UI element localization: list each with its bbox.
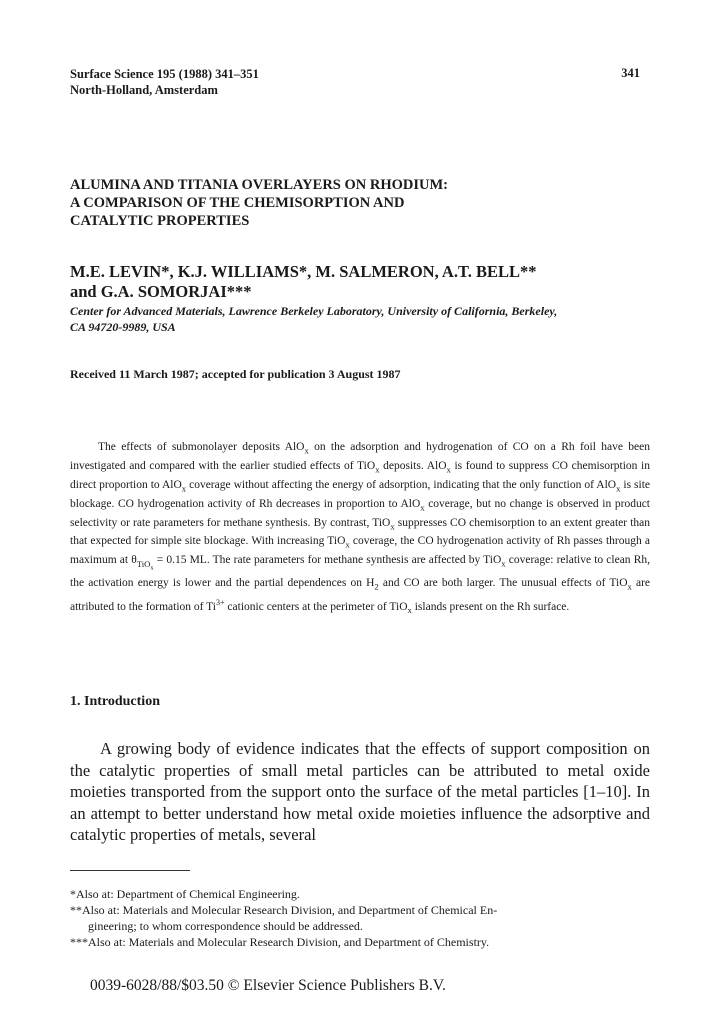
copyright-line: 0039-6028/88/$03.50 © Elsevier Science Publishers B.V.: [90, 977, 446, 994]
paper-title: [70, 176, 630, 230]
affiliation-line-2: CA 94720-9989, USA: [70, 320, 176, 334]
page-number: 341: [621, 66, 640, 80]
journal-line-1: Surface Science 195 (1988) 341–351: [70, 67, 259, 81]
received-dates: Received 11 March 1987; accepted for publication 3 August 1987: [70, 367, 401, 381]
affiliation-line-1: Center for Advanced Materials, Lawrence Berkeley Laboratory, University of California, Berkeley,: [70, 304, 558, 318]
footnote-1: *Also at: Department of Chemical Engineering.: [70, 887, 300, 901]
footnote-3: ***Also at: Materials and Molecular Research Division, and Department of Chemistry.: [70, 935, 490, 949]
journal-line-2: North-Holland, Amsterdam: [70, 83, 218, 97]
introduction-paragraph: A growing body of evidence indicates that the effects of support composition on the catalytic properties of small metal particles can be attributed to metal oxide moieties transported from the support onto the surface of the metal particles [1–10]. In an attempt to better understand how metal oxide moieties influence the adsorptive and catalytic properties of metals, several: [70, 739, 650, 844]
footnotes: [70, 886, 650, 950]
title-line-1: ALUMINA AND TITANIA OVERLAYERS ON RHODIUM:: [70, 177, 448, 193]
section-heading: 1. Introduction: [70, 694, 160, 709]
footnote-2-continued: gineering; to whom correspondence should be addressed.: [88, 919, 363, 933]
title-line-3: CATALYTIC PROPERTIES: [70, 213, 250, 229]
title-line-2: A COMPARISON OF THE CHEMISORPTION AND: [70, 195, 405, 211]
footnote-2: **Also at: Materials and Molecular Research Division, and Department of Chemical En-: [70, 903, 498, 917]
footnote-divider: [70, 870, 190, 871]
affiliation: [70, 303, 650, 335]
journal-citation: [70, 66, 259, 98]
author-list: [70, 262, 630, 302]
abstract: The effects of submonolayer deposits AlO$_x$ on the adsorption and hydrogenation of CO on a Rh foil have been investigated and compared with the earlier studied effects of TiO$_x$ deposits. AlO$_x$ is found to suppress CO chemisorption in direct proportion to AlO$_x$ coverage without affecting the energy of adsorption, indicating that the only function of AlO$_x$ is site blockage. CO hydrogenation activity of Rh decreases in proportion to AlO$_x$ coverage, but no change is observed in product selectivity or rate parameters for methane synthesis. By contrast, TiO$_x$ suppresses CO chemisorption to an extent greater than that expected for simple site blockage. With increasing TiO$_x$ coverage, the CO hydrogenation activity of Rh passes through a maximum at $\theta_{TiO_x} = 0.15$ ML. The rate parameters for methane synthesis are affected by TiO$_x$ coverage: relative to clean Rh, the activation energy is lower and the partial dependences on $H_2$ and CO are both larger. The unusual effects of TiO$_x$ are attributed to the formation of $Ti^{3+}$ cationic centers at the perimeter of TiO$_x$ islands present on the Rh surface.: [70, 441, 651, 615]
authors-line-1: M.E. LEVIN*, K.J. WILLIAMS*, M. SALMERON, A.T. BELL**: [70, 262, 537, 281]
authors-line-2: and G.A. SOMORJAI***: [70, 282, 252, 301]
